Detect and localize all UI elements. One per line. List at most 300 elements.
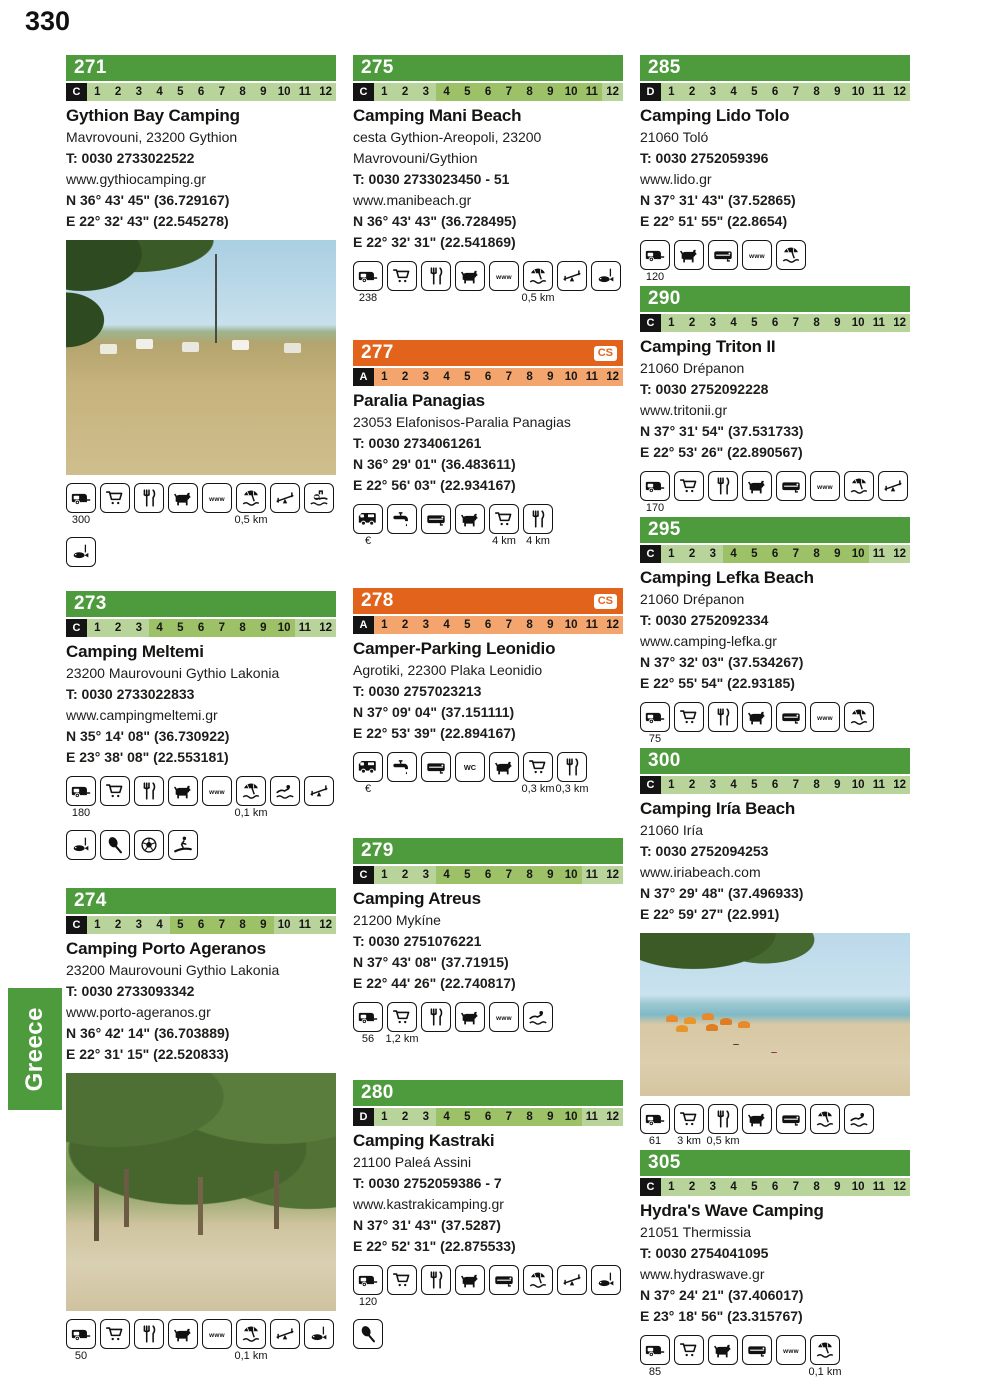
season-letter: A — [353, 616, 374, 634]
season-months-bar — [640, 83, 910, 101]
month-cell: 2 — [688, 779, 696, 791]
season-letter: C — [353, 866, 374, 884]
detail-line: www.iriabeach.com — [640, 864, 761, 880]
beach-icon — [236, 483, 266, 513]
amenity — [523, 1002, 553, 1048]
camping-name: Camper-Parking Leonidio — [353, 639, 556, 658]
month-cell: 8 — [519, 1108, 540, 1126]
dog-icon — [455, 261, 485, 291]
shopping-cart-icon — [674, 471, 704, 501]
amenity — [557, 752, 587, 798]
season-letter: A — [353, 368, 374, 386]
disposal-icon — [421, 752, 451, 782]
amenity-value-label: 4 km — [526, 535, 550, 547]
month-cell: 5 — [751, 779, 758, 791]
season-months-bar — [353, 83, 623, 101]
month-cell: 10 — [561, 866, 582, 884]
month-cell: 7 — [218, 86, 226, 98]
month-cell: 9 — [540, 1108, 561, 1126]
caravan-icon — [353, 1002, 383, 1032]
detail-line: www.manibeach.gr — [353, 192, 472, 208]
month-cell: 11 — [585, 619, 598, 631]
restaurant-icon — [421, 261, 451, 291]
entry-number: 280 — [361, 1082, 394, 1103]
month-cell: 8 — [519, 866, 540, 884]
playground-icon — [557, 1265, 587, 1295]
amenity — [100, 1319, 130, 1365]
detail-line: N 36° 43' 45" (36.729167) — [66, 192, 230, 208]
amenity — [489, 752, 519, 798]
month-cell: 6 — [771, 1181, 779, 1193]
month-cell: 3 — [135, 86, 143, 98]
swimming-icon — [844, 1104, 874, 1134]
restaurant-icon — [421, 1265, 451, 1295]
camping-name: Camping Mani Beach — [353, 106, 522, 125]
amenity-value-label: 0,1 km — [808, 1366, 842, 1378]
amenity-value-label: 1,2 km — [385, 1033, 419, 1045]
shopping-cart-icon — [100, 776, 130, 806]
month-cell: 5 — [751, 1181, 758, 1193]
month-cell: 4 — [149, 619, 170, 637]
month-cell: 11 — [872, 548, 885, 560]
amenity — [844, 702, 874, 748]
www-icon — [202, 1319, 232, 1349]
beach-icon — [776, 240, 806, 270]
entry-number-header — [353, 340, 623, 366]
month-cell: 2 — [114, 919, 122, 931]
beach-icon — [523, 261, 553, 291]
entry-number-header — [640, 286, 910, 312]
amenity — [742, 1335, 772, 1381]
amenity-icons-row — [640, 240, 910, 286]
amenity — [66, 830, 96, 876]
amenity-icons-row — [353, 504, 623, 550]
detail-line: T: 0030 2734061261 — [353, 435, 482, 451]
month-cell: 11 — [585, 1111, 598, 1123]
amenity-value-label: 170 — [645, 502, 665, 514]
amenity — [236, 776, 266, 822]
beach-icon — [810, 1335, 840, 1365]
amenity — [421, 752, 451, 798]
caravan-icon — [66, 776, 96, 806]
entry-number-header — [640, 748, 910, 774]
svg-text:www: www — [496, 1014, 512, 1022]
detail-line: E 22° 51' 55" (22.8654) — [640, 213, 788, 229]
month-cell: 11 — [585, 869, 598, 881]
month-cell: 6 — [197, 86, 205, 98]
season-letter: C — [66, 916, 87, 934]
amenity — [810, 1335, 840, 1381]
entry-number: 273 — [74, 593, 107, 614]
camping-entry-300 — [640, 748, 910, 1150]
amenity — [640, 471, 670, 517]
month-cell: 9 — [827, 545, 848, 563]
amenity — [591, 261, 621, 307]
amenity-value-label: 238 — [358, 292, 378, 304]
campsite-trees-photo — [66, 1073, 336, 1311]
detail-line: N 36° 29' 01" (36.483611) — [353, 456, 516, 472]
detail-line: Mavrovouni/Gythion — [353, 150, 478, 166]
amenity — [708, 471, 738, 517]
dog-icon — [742, 471, 772, 501]
shopping-cart-icon — [100, 1319, 130, 1349]
beach-umbrellas-photo — [640, 933, 910, 1096]
amenity — [674, 1335, 704, 1381]
detail-line: 21060 Iría — [640, 822, 704, 838]
detail-line: E 22° 55' 54" (22.93185) — [640, 675, 795, 691]
camping-entry-290 — [640, 286, 910, 517]
detail-line: www.kastrakicamping.gr — [353, 1196, 504, 1212]
water-tap-icon — [387, 504, 417, 534]
detail-line: 23053 Elafonisos-Paralia Panagias — [353, 414, 571, 430]
detail-line: T: 0030 2733023450 - 51 — [353, 171, 510, 187]
season-months-bar — [353, 1108, 623, 1126]
month-cell: 2 — [688, 317, 696, 329]
amenity-icons-row — [66, 1319, 336, 1365]
dog-icon — [168, 1319, 198, 1349]
month-cell: 2 — [401, 619, 409, 631]
month-cell: 5 — [751, 317, 758, 329]
amenity — [776, 702, 806, 748]
amenity — [810, 1104, 840, 1150]
month-cell: 10 — [561, 1108, 582, 1126]
month-cell: 8 — [526, 619, 533, 631]
month-cell: 10 — [277, 919, 291, 931]
month-cell: 4 — [156, 86, 163, 98]
entry-number-header — [353, 55, 623, 81]
month-cell: 7 — [792, 1181, 800, 1193]
month-cell: 4 — [156, 919, 163, 931]
detail-line: 21060 Drépanon — [640, 360, 745, 376]
entry-number-header — [353, 1080, 623, 1106]
month-cell: 8 — [526, 371, 533, 383]
month-cell: 8 — [232, 619, 253, 637]
dog-icon — [742, 1104, 772, 1134]
amenity — [455, 504, 485, 550]
svg-text:www: www — [749, 252, 765, 260]
amenity — [202, 1319, 232, 1365]
amenity — [455, 1002, 485, 1048]
detail-line: N 37° 31' 43" (37.52865) — [640, 192, 796, 208]
season-letter: C — [640, 545, 661, 563]
entry-number: 295 — [648, 519, 681, 540]
season-months-bar — [640, 545, 910, 563]
month-cell: 5 — [457, 866, 478, 884]
month-cell: 8 — [806, 545, 827, 563]
amenity — [270, 483, 300, 529]
month-cell: 11 — [872, 1181, 885, 1193]
amenity — [742, 240, 772, 286]
amenity-value-label: 120 — [645, 271, 665, 283]
detail-line: Agrotiki, 22300 Plaka Leonidio — [353, 662, 543, 678]
amenity-value-label: 0,5 km — [521, 292, 555, 304]
beach-icon — [236, 1319, 266, 1349]
month-cell: 11 — [872, 86, 885, 98]
camping-entry-277 — [353, 340, 623, 550]
month-cell: 4 — [443, 619, 450, 631]
amenity — [455, 261, 485, 307]
detail-line: E 22° 53' 39" (22.894167) — [353, 725, 516, 741]
dog-icon — [489, 752, 519, 782]
amenity-value-label: 0,5 km — [234, 514, 268, 526]
month-cell: 6 — [478, 1108, 499, 1126]
amenity-value-label: 75 — [648, 733, 662, 745]
caravan-icon — [640, 1335, 670, 1365]
season-letter: C — [640, 776, 661, 794]
restaurant-icon — [708, 471, 738, 501]
amenity — [270, 776, 300, 822]
month-cell: 8 — [519, 83, 540, 101]
amenity — [387, 1265, 417, 1311]
amenity — [66, 776, 96, 822]
detail-line: N 35° 14' 08" (36.730922) — [66, 728, 230, 744]
detail-line: 21060 Toló — [640, 129, 709, 145]
month-cell: 6 — [478, 83, 499, 101]
amenity — [421, 1265, 451, 1311]
season-months-bar — [66, 916, 336, 934]
camping-name: Camping Iría Beach — [640, 799, 796, 818]
camping-name: Camping Lido Tolo — [640, 106, 790, 125]
season-months-bar — [353, 368, 623, 386]
month-cell: 9 — [834, 86, 841, 98]
month-cell: 4 — [436, 1108, 457, 1126]
month-cell: 12 — [319, 622, 333, 634]
month-cell: 12 — [893, 779, 907, 791]
fishing-icon — [591, 1265, 621, 1295]
www-icon — [489, 261, 519, 291]
amenity — [66, 1319, 96, 1365]
shopping-cart-icon — [674, 1104, 704, 1134]
snorkeling-icon — [304, 483, 334, 513]
detail-line: N 37° 31' 43" (37.5287) — [353, 1217, 501, 1233]
month-cell: 3 — [422, 869, 430, 881]
detail-line: N 37° 31' 54" (37.531733) — [640, 423, 804, 439]
detail-line: 23200 Maurovouni Gythio Lakonia — [66, 962, 280, 978]
shopping-cart-icon — [523, 752, 553, 782]
fishing-icon — [304, 1319, 334, 1349]
svg-text:www: www — [209, 495, 225, 503]
disposal-icon — [776, 1104, 806, 1134]
season-months-bar — [66, 83, 336, 101]
season-letter: C — [640, 314, 661, 332]
month-cell: 12 — [606, 869, 620, 881]
camping-entry-273 — [66, 591, 336, 876]
amenity-value-label: 85 — [648, 1366, 662, 1378]
detail-line: www.hydraswave.gr — [640, 1266, 765, 1282]
amenity-value-label: 180 — [71, 807, 91, 819]
detail-line: 21060 Drépanon — [640, 591, 745, 607]
svg-text:www: www — [783, 1347, 799, 1355]
beach-icon — [523, 1265, 553, 1295]
shopping-cart-icon — [100, 483, 130, 513]
month-cell: 12 — [319, 86, 333, 98]
caravan-icon — [640, 702, 670, 732]
month-cell: 1 — [668, 86, 675, 98]
month-cell: 9 — [834, 317, 841, 329]
amenity-icons-row — [640, 1335, 910, 1381]
month-cell: 10 — [848, 545, 869, 563]
detail-line: T: 0030 2752059386 - 7 — [353, 1175, 502, 1191]
amenity — [353, 504, 383, 550]
month-cell: 4 — [730, 317, 737, 329]
amenity — [640, 240, 670, 286]
amenity — [708, 1335, 738, 1381]
detail-line: Mavrovouni, 23200 Gythion — [66, 129, 238, 145]
month-cell: 1 — [668, 548, 675, 560]
month-cell: 3 — [709, 86, 717, 98]
camping-entry-305 — [640, 1150, 910, 1381]
amenity — [742, 471, 772, 517]
season-months-bar — [353, 866, 623, 884]
month-cell: 12 — [893, 1181, 907, 1193]
amenity — [776, 471, 806, 517]
playground-icon — [878, 471, 908, 501]
column-1 — [66, 55, 336, 1365]
amenity-value-label: 50 — [74, 1350, 88, 1362]
dog-icon — [168, 776, 198, 806]
month-cell: 7 — [792, 86, 800, 98]
month-cell: 2 — [401, 869, 409, 881]
month-cell: 10 — [851, 86, 865, 98]
caravan-icon — [640, 1104, 670, 1134]
www-icon — [489, 1002, 519, 1032]
restaurant-icon — [134, 776, 164, 806]
month-cell: 6 — [191, 619, 212, 637]
amenity — [304, 1319, 334, 1365]
entry-number: 285 — [648, 57, 681, 78]
caravan-icon — [353, 261, 383, 291]
detail-line: E 22° 31' 15" (22.520833) — [66, 1046, 229, 1062]
month-cell: 10 — [561, 83, 582, 101]
month-cell: 11 — [585, 371, 598, 383]
amenity — [708, 702, 738, 748]
entry-number-header — [66, 888, 336, 914]
month-cell: 4 — [436, 83, 457, 101]
region-label: Greece — [21, 1006, 48, 1092]
caravan-icon — [640, 471, 670, 501]
detail-line: N 37° 43' 08" (37.71915) — [353, 954, 509, 970]
motorhome-icon — [353, 504, 383, 534]
column-3 — [640, 55, 910, 1381]
playground-icon — [304, 776, 334, 806]
month-cell: 4 — [730, 779, 737, 791]
month-cell: 6 — [771, 779, 779, 791]
camping-entry-275 — [353, 55, 623, 307]
month-cell: 12 — [606, 1111, 620, 1123]
shopping-cart-icon — [387, 1265, 417, 1295]
detail-line: N 37° 24' 21" (37.406017) — [640, 1287, 804, 1303]
camping-name: Hydra's Wave Camping — [640, 1201, 824, 1220]
month-cell: 10 — [564, 619, 578, 631]
restaurant-icon — [421, 1002, 451, 1032]
amenity — [674, 240, 704, 286]
month-cell: 2 — [688, 1181, 696, 1193]
month-cell: 7 — [499, 1108, 520, 1126]
disposal-icon — [708, 240, 738, 270]
amenity — [304, 483, 334, 529]
amenity — [387, 504, 417, 550]
month-cell: 7 — [499, 866, 520, 884]
season-months-bar — [353, 616, 623, 634]
detail-line: T: 0030 2751076221 — [353, 933, 482, 949]
month-cell: 1 — [668, 779, 675, 791]
amenity-value-label: 0,3 km — [555, 783, 589, 795]
month-cell: 4 — [730, 1181, 737, 1193]
amenity — [591, 1265, 621, 1311]
detail-line: www.gythiocamping.gr — [66, 171, 207, 187]
column-2 — [353, 55, 623, 1365]
swimming-icon — [523, 1002, 553, 1032]
fishing-icon — [66, 830, 96, 860]
month-cell: 7 — [505, 371, 513, 383]
amenity — [353, 1002, 383, 1048]
campsite-beach-photo — [66, 240, 336, 475]
amenity — [236, 1319, 266, 1365]
amenity-icons-row — [66, 776, 336, 822]
amenity — [455, 1265, 485, 1311]
month-cell: 5 — [170, 619, 191, 637]
disposal-icon — [776, 471, 806, 501]
entry-number: 300 — [648, 750, 681, 771]
beach-icon — [236, 776, 266, 806]
dog-icon — [674, 240, 704, 270]
month-cell: 8 — [813, 86, 820, 98]
month-cell: 8 — [813, 1181, 820, 1193]
amenity — [134, 776, 164, 822]
shopping-cart-icon — [674, 1335, 704, 1365]
month-cell: 12 — [319, 919, 333, 931]
season-letter: D — [640, 83, 661, 101]
amenity-value-label: 0,1 km — [234, 1350, 268, 1362]
amenity — [810, 702, 840, 748]
svg-text:www: www — [817, 714, 833, 722]
entry-number: 279 — [361, 840, 394, 861]
tennis-icon — [353, 1319, 383, 1349]
amenity — [66, 537, 96, 583]
amenity — [134, 830, 164, 876]
caravan-icon — [353, 1265, 383, 1295]
fishing-icon — [591, 261, 621, 291]
amenity — [353, 1265, 383, 1311]
amenity-value-label: 4 km — [492, 535, 516, 547]
month-cell: 4 — [436, 866, 457, 884]
amenity — [168, 830, 198, 876]
detail-line: E 22° 56' 03" (22.934167) — [353, 477, 516, 493]
disposal-icon — [742, 1335, 772, 1365]
month-cell: 1 — [94, 919, 101, 931]
amenity — [557, 1265, 587, 1311]
detail-line: T: 0030 2752059396 — [640, 150, 769, 166]
disposal-icon — [776, 702, 806, 732]
amenity — [66, 483, 96, 529]
month-cell: 8 — [813, 779, 820, 791]
restaurant-icon — [134, 483, 164, 513]
soccer-icon — [134, 830, 164, 860]
season-letter: D — [353, 1108, 374, 1126]
amenity — [708, 1104, 738, 1150]
month-cell: 6 — [191, 916, 212, 934]
detail-line: 23200 Maurovouni Gythio Lakonia — [66, 665, 280, 681]
disposal-icon — [421, 504, 451, 534]
amenity — [776, 240, 806, 286]
entry-number-header — [640, 1150, 910, 1176]
restaurant-icon — [708, 1104, 738, 1134]
camping-name: Camping Meltemi — [66, 642, 204, 661]
amenity — [489, 1265, 519, 1311]
amenity — [640, 702, 670, 748]
detail-line: www.porto-ageranos.gr — [66, 1004, 211, 1020]
month-cell: 5 — [170, 916, 191, 934]
